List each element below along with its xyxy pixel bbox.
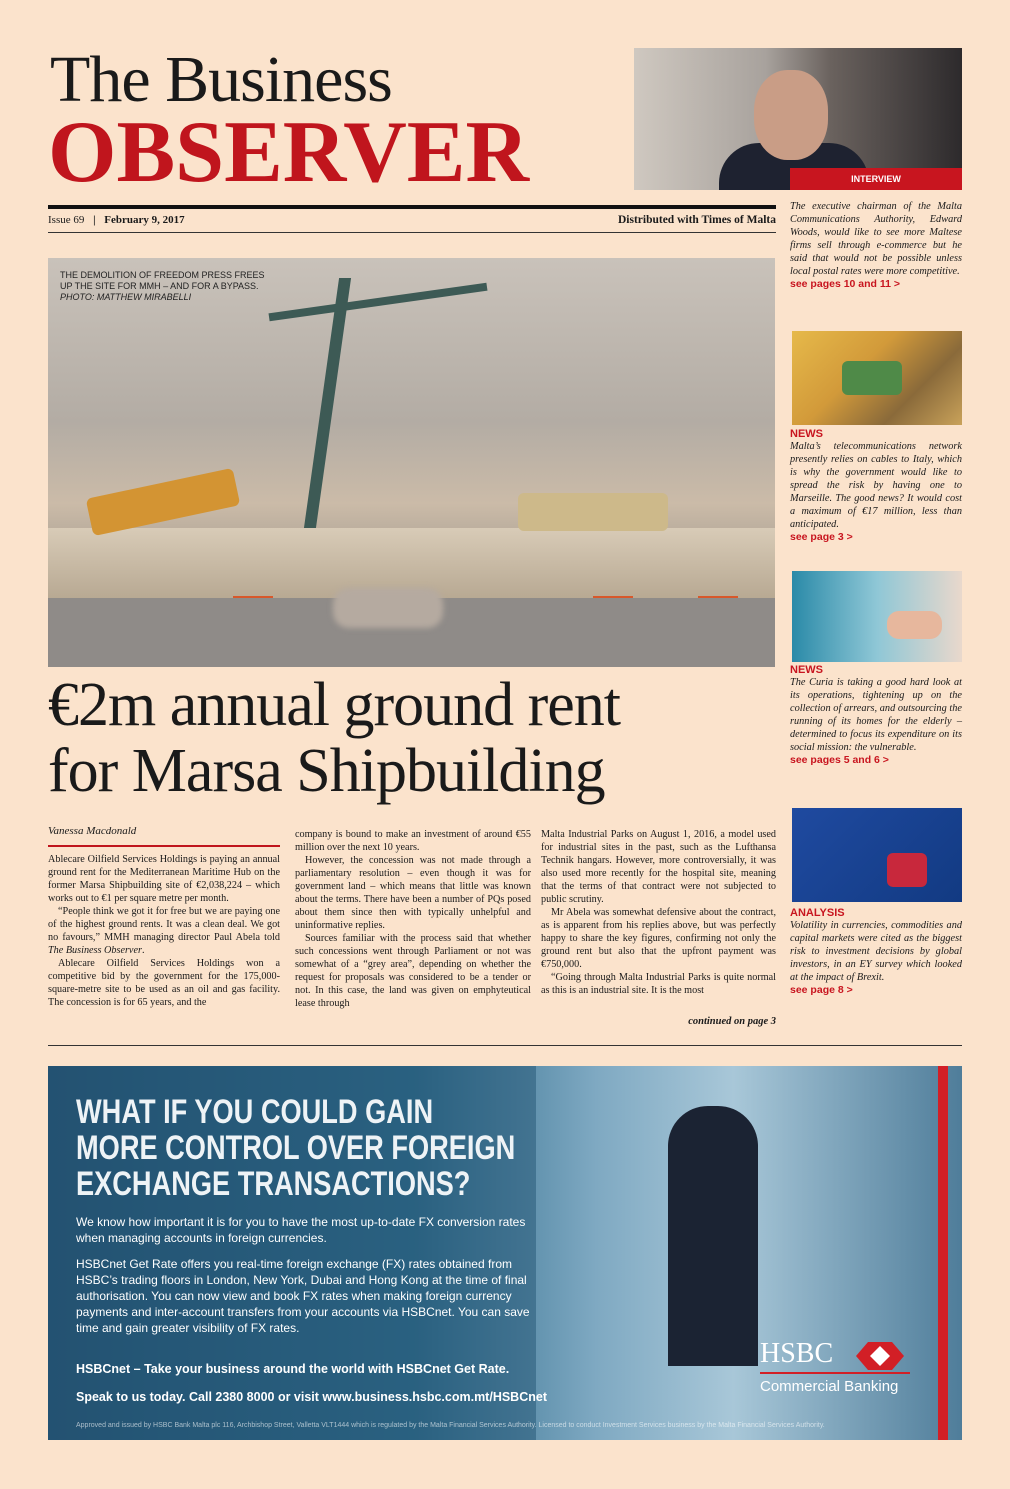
byline-rule — [48, 845, 280, 847]
headline-line: €2m annual ground rent — [48, 671, 621, 739]
photo-credit: PHOTO: MATTHEW MIRABELLI — [60, 292, 192, 302]
section-label: ANALYSIS — [790, 907, 845, 919]
ad-headline-line: MORE CONTROL OVER FOREIGN — [76, 1129, 516, 1167]
ad-intro: We know how important it is for you to have the most up-to-date FX conversion rates when managing accounts in foreign currencies. — [76, 1215, 526, 1245]
red-stripe — [938, 1066, 948, 1440]
person-face — [754, 70, 828, 160]
paragraph: Ablecare Oilfield Services Holdings won a competitive bid by the government for the 175,000-square-metre site to be used as an oil and gas facility. The concession is for 65 years, and the — [48, 958, 280, 1008]
issue-rule — [48, 232, 776, 233]
crane-boom — [269, 283, 488, 322]
continued-link[interactable]: continued on page 3 — [688, 1016, 776, 1027]
photo-caption — [60, 270, 265, 303]
issue-number: Issue 69 — [48, 214, 85, 226]
eu-flag-puzzle-photo[interactable] — [792, 808, 962, 902]
article-column-1 — [48, 853, 280, 1009]
text: . — [141, 945, 145, 956]
headline-line: for Marsa Shipbuilding — [48, 737, 605, 805]
section-label: NEWS — [790, 428, 823, 440]
distribution-note: Distributed with Times of Malta — [617, 214, 776, 226]
section-label: NEWS — [790, 664, 823, 676]
header-rule — [48, 205, 776, 209]
paragraph: Mr Abela was somewhat defensive about the contract, as is apparent from his replies above, but was perfectly happy to share the key figures, confirming not only the ground rent but also that the upfront payment was €750,000. — [541, 907, 776, 970]
teaser-text: The executive chairman of the Malta Communications Authority, Edward Woods, would like to see more Maltese firms sell through e-commerce but he said that would not be possible unless local postal rates were more competitive. — [790, 201, 962, 277]
article-column-3 — [541, 828, 776, 997]
see-pages-link[interactable]: see pages 5 and 6 > — [790, 754, 889, 766]
masthead-line1: The Business — [50, 43, 392, 116]
ad-headline-line: EXCHANGE TRANSACTIONS? — [76, 1165, 471, 1203]
see-pages-link[interactable]: see page 3 > — [790, 531, 853, 543]
sidebar-teaser-news-1 — [790, 428, 962, 543]
caption-line: UP THE SITE FOR MMH – AND FOR A BYPASS. — [60, 281, 259, 291]
hsbc-hexagon-icon — [856, 1342, 904, 1370]
issue-info — [48, 214, 185, 226]
hsbc-division: Commercial Banking — [760, 1378, 899, 1395]
sidebar-teaser-interview — [790, 200, 962, 290]
interview-label: INTERVIEW — [790, 168, 962, 190]
teaser-text: The Curia is taking a good hard look at its operations, tightening up on the collection of arrears, and outsourcing the running of its homes for the elderly – determined to focus its expenditure on its social mission: the vulnerable. — [790, 677, 962, 753]
uk-puzzle-piece — [887, 853, 927, 887]
hands — [887, 611, 942, 639]
text: “People think we got it for free but we are paying one of the highest ground rents. It was a clean deal. We got no favours,” MMH managing director Paul Abela told — [48, 906, 280, 943]
paragraph: Ablecare Oilfield Services Holdings is paying an annual ground rent for the Mediterranean Maritime Hub on the former Marsa Shipbuilding site of €2,038,224 – which works out to €1 per square metre per month. — [48, 854, 280, 904]
byline: Vanessa Macdonald — [48, 825, 137, 837]
excavator — [86, 468, 241, 536]
paragraph: Sources familiar with the process said that whether such concessions went through Parliament or not was somewhat of a “grey area”, depending on whether the request for proposals was considered to be a tender or not. In this case, the land was given on emphyteutical lease through — [295, 933, 531, 1009]
teaser-text: Volatility in currencies, commodities and capital markets were cited as the biggest risk to investment decisions by global investors, in an EY survey which looked at the impact of Brexit. — [790, 920, 962, 983]
hsbc-advertisement[interactable] — [48, 1066, 962, 1440]
publication-name: The Business Observer — [48, 945, 142, 956]
ad-fine-print: Approved and issued by HSBC Bank Malta plc 116, Archbishop Street, Valletta VLT1444 which is regulated by the Malta Financial Services Authority. Licensed to conduct Investment Services business by the Malta Financial Services Authority. — [76, 1422, 825, 1429]
section-divider — [48, 1045, 962, 1046]
hsbc-rule — [760, 1372, 910, 1374]
ad-call-to-action[interactable]: Speak to us today. Call 2380 8000 or visit www.business.hsbc.com.mt/HSBCnet — [76, 1390, 547, 1404]
masthead-line2: OBSERVER — [48, 104, 530, 201]
sidebar-teaser-news-2 — [790, 664, 962, 766]
sidebar-teaser-analysis — [790, 907, 962, 996]
paragraph: Malta Industrial Parks on August 1, 2016, a model used for industrial sites in the past, such as the Lufthansa Technik hangars. However, more controversially, it was also used more recently for the hospital site, meaning that the terms of that contract were not subjected to public scrutiny. — [541, 829, 776, 905]
ad-tagline: HSBCnet – Take your business around the world with HSBCnet Get Rate. — [76, 1362, 510, 1376]
issue-date: February 9, 2017 — [104, 214, 185, 226]
paragraph: However, the concession was not made through a parliamentary resolution – even though it was for government land – which means that little was known about the terms. There have been a number of PQs posed about them since then with typically unhelpful and uninformative replies. — [295, 855, 531, 931]
main-photo[interactable] — [48, 258, 775, 667]
hsbc-logo-text: HSBC — [760, 1338, 834, 1369]
see-pages-link[interactable]: see page 8 > — [790, 984, 853, 996]
ad-body: HSBCnet Get Rate offers you real-time foreign exchange (FX) rates obtained from HSBC’s trading floors in London, New York, Dubai and Hong Kong at the time of final authorisation. You can now view and book FX rates when making foreign currency payments and inter-account transfers from your accounts via HSBCnet. You can save time and gain greater visibility of FX rates. — [76, 1257, 530, 1335]
excavator — [518, 493, 668, 531]
headline[interactable] — [48, 672, 778, 804]
care-hands-photo[interactable] — [792, 571, 962, 662]
paragraph: company is bound to make an investment of around €55 million over the next 10 years. — [295, 829, 531, 853]
teaser-text: Malta’s telecommunications network presently relies on cables to Italy, which is why the government would like to spread the risk by having one to Marseille. The good news? It would cost a maximum of €17 million, less than anticipated. — [790, 441, 962, 530]
ad-headline-line: WHAT IF YOU COULD GAIN — [76, 1093, 434, 1131]
ad-headline — [76, 1094, 515, 1202]
cable-plug — [842, 361, 902, 395]
businessman-silhouette — [668, 1106, 758, 1366]
paragraph: “Going through Malta Industrial Parks is quite normal as this is an industrial site. It is the most — [541, 972, 776, 996]
see-pages-link[interactable]: see pages 10 and 11 > — [790, 278, 901, 290]
issue-separator: | — [93, 214, 96, 226]
article-column-2 — [295, 828, 531, 1010]
network-cable-photo[interactable] — [792, 331, 962, 425]
caption-line: THE DEMOLITION OF FREEDOM PRESS FREES — [60, 270, 265, 280]
paragraph — [48, 905, 280, 957]
car — [333, 588, 443, 628]
